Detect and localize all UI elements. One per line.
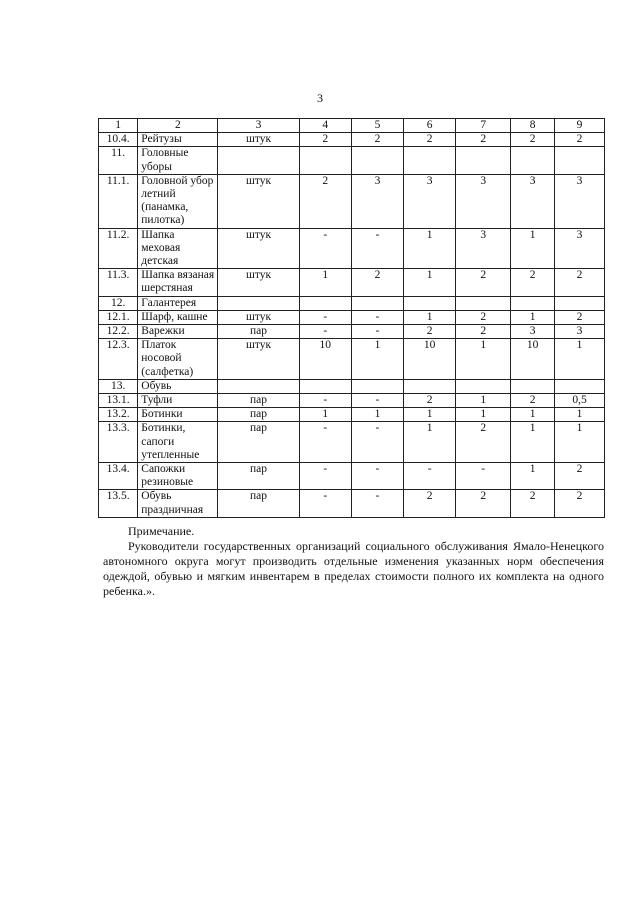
item-name-cell: Платок носовой (салфетка) xyxy=(138,339,218,380)
value-cell: - xyxy=(351,422,403,463)
table-row xyxy=(99,228,605,269)
value-cell xyxy=(511,379,555,393)
value-cell xyxy=(351,379,403,393)
value-cell: 2 xyxy=(555,310,605,324)
value-cell: 1 xyxy=(403,310,455,324)
table-header-row xyxy=(99,119,605,133)
value-cell xyxy=(299,147,351,174)
table-row xyxy=(99,133,605,147)
table-row xyxy=(99,310,605,324)
value-cell: - xyxy=(299,325,351,339)
item-name-cell: Головные уборы xyxy=(138,147,218,174)
table-row xyxy=(99,463,605,490)
value-cell: 2 xyxy=(299,174,351,228)
value-cell: 1 xyxy=(299,408,351,422)
table-row xyxy=(99,296,605,310)
value-cell: 2 xyxy=(456,310,511,324)
value-cell xyxy=(456,379,511,393)
table-row xyxy=(99,422,605,463)
unit-cell: пар xyxy=(218,490,299,517)
value-cell xyxy=(555,296,605,310)
row-number-cell: 12.3. xyxy=(99,339,138,380)
unit-cell xyxy=(218,379,299,393)
value-cell xyxy=(456,147,511,174)
value-cell xyxy=(403,379,455,393)
value-cell: 1 xyxy=(456,394,511,408)
value-cell: 2 xyxy=(299,133,351,147)
unit-cell: пар xyxy=(218,394,299,408)
value-cell xyxy=(351,296,403,310)
header-cell: 6 xyxy=(403,119,455,133)
value-cell: 3 xyxy=(555,228,605,269)
value-cell: 10 xyxy=(299,339,351,380)
row-number-cell: 13. xyxy=(99,379,138,393)
row-number-cell: 11.3. xyxy=(99,269,138,296)
value-cell: 3 xyxy=(456,228,511,269)
row-number-cell: 13.1. xyxy=(99,394,138,408)
value-cell: 1 xyxy=(351,408,403,422)
value-cell: 2 xyxy=(403,490,455,517)
value-cell: - xyxy=(456,463,511,490)
value-cell: - xyxy=(351,490,403,517)
value-cell: - xyxy=(351,463,403,490)
item-name-cell: Рейтузы xyxy=(138,133,218,147)
item-name-cell: Шапка меховая детская xyxy=(138,228,218,269)
note-text: Руководители государственных организаций социального обслуживания Ямало-Ненецкого автономного округа могут производить отдельные изменения указанных норм обеспечения одеждой, обувью и мягким инвентарем в пределах стоимости полного их комплекта на одного ребенка.». xyxy=(103,539,604,598)
value-cell: 1 xyxy=(403,408,455,422)
page-number: 3 xyxy=(317,91,323,105)
value-cell xyxy=(403,147,455,174)
unit-cell: штук xyxy=(218,310,299,324)
unit-cell: штук xyxy=(218,133,299,147)
value-cell: 10 xyxy=(403,339,455,380)
table-body xyxy=(99,133,605,518)
value-cell: 2 xyxy=(555,490,605,517)
value-cell: 2 xyxy=(456,269,511,296)
value-cell: 0,5 xyxy=(555,394,605,408)
row-number-cell: 13.5. xyxy=(99,490,138,517)
value-cell xyxy=(456,296,511,310)
header-cell: 1 xyxy=(99,119,138,133)
value-cell: - xyxy=(299,310,351,324)
item-name-cell: Головной убор летний (панамка, пилотка) xyxy=(138,174,218,228)
value-cell: 1 xyxy=(511,408,555,422)
value-cell: 1 xyxy=(456,408,511,422)
value-cell: - xyxy=(299,394,351,408)
row-number-cell: 11. xyxy=(99,147,138,174)
value-cell: 3 xyxy=(555,174,605,228)
row-number-cell: 13.4. xyxy=(99,463,138,490)
value-cell: - xyxy=(351,228,403,269)
supply-norms-table xyxy=(98,118,605,518)
value-cell: 3 xyxy=(403,174,455,228)
value-cell: - xyxy=(403,463,455,490)
value-cell: 3 xyxy=(511,174,555,228)
value-cell: 2 xyxy=(456,325,511,339)
item-name-cell: Варежки xyxy=(138,325,218,339)
note-block xyxy=(103,524,604,599)
value-cell: 3 xyxy=(555,325,605,339)
value-cell: 1 xyxy=(511,228,555,269)
value-cell: - xyxy=(299,228,351,269)
value-cell xyxy=(555,147,605,174)
header-cell: 7 xyxy=(456,119,511,133)
header-cell: 5 xyxy=(351,119,403,133)
value-cell: 1 xyxy=(511,422,555,463)
table-row xyxy=(99,147,605,174)
unit-cell: штук xyxy=(218,269,299,296)
value-cell: 2 xyxy=(403,394,455,408)
item-name-cell: Шапка вязаная шерстяная xyxy=(138,269,218,296)
item-name-cell: Ботинки, сапоги утепленные xyxy=(138,422,218,463)
value-cell: 2 xyxy=(555,133,605,147)
unit-cell: пар xyxy=(218,408,299,422)
table-row xyxy=(99,408,605,422)
unit-cell: пар xyxy=(218,422,299,463)
item-name-cell: Галантерея xyxy=(138,296,218,310)
value-cell: 3 xyxy=(511,325,555,339)
value-cell: 2 xyxy=(403,133,455,147)
value-cell: 1 xyxy=(403,269,455,296)
value-cell xyxy=(351,147,403,174)
value-cell: 2 xyxy=(456,133,511,147)
value-cell xyxy=(299,379,351,393)
unit-cell: штук xyxy=(218,339,299,380)
item-name-cell: Сапожки резиновые xyxy=(138,463,218,490)
value-cell: 1 xyxy=(511,310,555,324)
value-cell: 2 xyxy=(351,133,403,147)
table-row xyxy=(99,325,605,339)
row-number-cell: 11.2. xyxy=(99,228,138,269)
unit-cell: штук xyxy=(218,228,299,269)
value-cell xyxy=(555,379,605,393)
item-name-cell: Шарф, кашне xyxy=(138,310,218,324)
value-cell: 1 xyxy=(456,339,511,380)
header-cell: 2 xyxy=(138,119,218,133)
item-name-cell: Туфли xyxy=(138,394,218,408)
item-name-cell: Ботинки xyxy=(138,408,218,422)
value-cell xyxy=(299,296,351,310)
unit-cell: пар xyxy=(218,463,299,490)
value-cell xyxy=(511,296,555,310)
table-row xyxy=(99,379,605,393)
unit-cell xyxy=(218,147,299,174)
value-cell: 1 xyxy=(351,339,403,380)
value-cell: 1 xyxy=(403,422,455,463)
item-name-cell: Обувь xyxy=(138,379,218,393)
value-cell: 3 xyxy=(351,174,403,228)
value-cell: 1 xyxy=(555,339,605,380)
value-cell: 2 xyxy=(456,490,511,517)
value-cell: 2 xyxy=(511,133,555,147)
header-cell: 8 xyxy=(511,119,555,133)
header-cell: 3 xyxy=(218,119,299,133)
value-cell xyxy=(511,147,555,174)
value-cell: - xyxy=(299,463,351,490)
value-cell: 2 xyxy=(456,422,511,463)
value-cell: - xyxy=(351,310,403,324)
unit-cell xyxy=(218,296,299,310)
value-cell: 1 xyxy=(555,422,605,463)
value-cell: - xyxy=(299,422,351,463)
value-cell: - xyxy=(299,490,351,517)
value-cell: 2 xyxy=(511,394,555,408)
value-cell: 2 xyxy=(351,269,403,296)
value-cell: 2 xyxy=(511,269,555,296)
row-number-cell: 12. xyxy=(99,296,138,310)
value-cell: - xyxy=(351,394,403,408)
row-number-cell: 13.3. xyxy=(99,422,138,463)
note-title: Примечание. xyxy=(128,524,195,538)
row-number-cell: 10.4. xyxy=(99,133,138,147)
table-row xyxy=(99,394,605,408)
value-cell: 2 xyxy=(403,325,455,339)
value-cell: 1 xyxy=(299,269,351,296)
value-cell: 3 xyxy=(456,174,511,228)
value-cell: 2 xyxy=(511,490,555,517)
row-number-cell: 12.1. xyxy=(99,310,138,324)
table-row xyxy=(99,269,605,296)
value-cell: 1 xyxy=(403,228,455,269)
row-number-cell: 11.1. xyxy=(99,174,138,228)
header-cell: 4 xyxy=(299,119,351,133)
row-number-cell: 12.2. xyxy=(99,325,138,339)
value-cell: 10 xyxy=(511,339,555,380)
value-cell: - xyxy=(351,325,403,339)
value-cell: 1 xyxy=(511,463,555,490)
value-cell xyxy=(403,296,455,310)
table-row xyxy=(99,174,605,228)
value-cell: 2 xyxy=(555,269,605,296)
table-row xyxy=(99,490,605,517)
value-cell: 2 xyxy=(555,463,605,490)
unit-cell: пар xyxy=(218,325,299,339)
unit-cell: штук xyxy=(218,174,299,228)
row-number-cell: 13.2. xyxy=(99,408,138,422)
item-name-cell: Обувь праздничная xyxy=(138,490,218,517)
header-cell: 9 xyxy=(555,119,605,133)
table-row xyxy=(99,339,605,380)
value-cell: 1 xyxy=(555,408,605,422)
